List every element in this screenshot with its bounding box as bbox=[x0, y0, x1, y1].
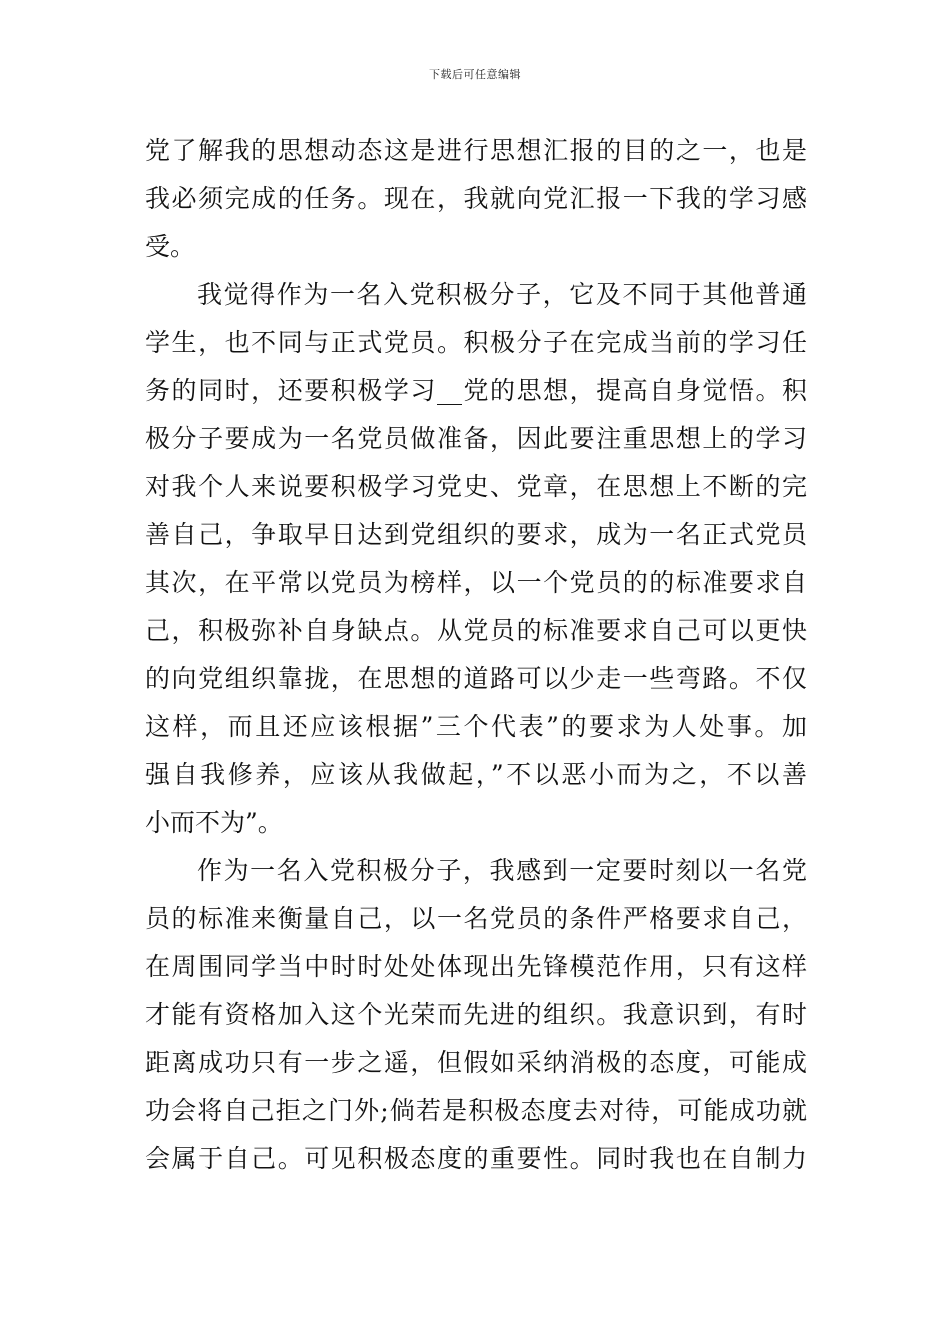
text-line: 的向党组织靠拢，在思想的道路可以少走一些弯路。不仅 bbox=[145, 664, 807, 693]
text-line: 作为一名入党积极分子，我感到一定要时刻以一名党 bbox=[197, 856, 807, 885]
text-line: 小而不为”。 bbox=[145, 808, 283, 837]
text-line: 这样，而且还应该根据”三个代表”的要求为人处事。加 bbox=[145, 712, 807, 741]
text-line: 在周围同学当中时时处处体现出先锋模范作用，只有这样 bbox=[145, 952, 807, 981]
text-line: 极分子要成为一名党员做准备，因此要注重思想上的学习 bbox=[145, 424, 807, 453]
page-header: 下载后可任意编辑 bbox=[429, 68, 521, 81]
text-line: 距离成功只有一步之遥，但假如采纳消极的态度，可能成 bbox=[145, 1048, 807, 1077]
text-line: 强自我修养，应该从我做起，”不以恶小而为之，不以善 bbox=[145, 760, 807, 789]
body-text bbox=[145, 127, 807, 1183]
text-line: 对我个人来说要积极学习党史、党章，在思想上不断的完 bbox=[145, 472, 807, 501]
text-line: 我觉得作为一名入党积极分子，它及不同于其他普通 bbox=[197, 280, 807, 309]
text-line: 我必须完成的任务。现在，我就向党汇报一下我的学习感 bbox=[145, 184, 807, 213]
text-line: 会属于自己。可见积极态度的重要性。同时我也在自制力 bbox=[145, 1144, 807, 1173]
text-line: 功会将自己拒之门外;倘若是积极态度去对待，可能成功就 bbox=[145, 1096, 807, 1125]
text-line: 学生，也不同与正式党员。积极分子在完成当前的学习任 bbox=[145, 328, 807, 357]
text-line: 务的同时，还要积极学习__党的思想，提高自身觉悟。积 bbox=[145, 376, 807, 405]
text-line: 受。 bbox=[145, 232, 196, 261]
text-line: 己，积极弥补自身缺点。从党员的标准要求自己可以更快 bbox=[145, 616, 807, 645]
text-line: 党了解我的思想动态这是进行思想汇报的目的之一，也是 bbox=[145, 136, 807, 165]
text-line: 其次，在平常以党员为榜样，以一个党员的的标准要求自 bbox=[145, 568, 807, 597]
text-line: 才能有资格加入这个光荣而先进的组织。我意识到，有时 bbox=[145, 1000, 807, 1029]
text-line: 善自己，争取早日达到党组织的要求，成为一名正式党员 bbox=[145, 520, 807, 549]
text-line: 员的标准来衡量自己，以一名党员的条件严格要求自己， bbox=[145, 904, 807, 933]
